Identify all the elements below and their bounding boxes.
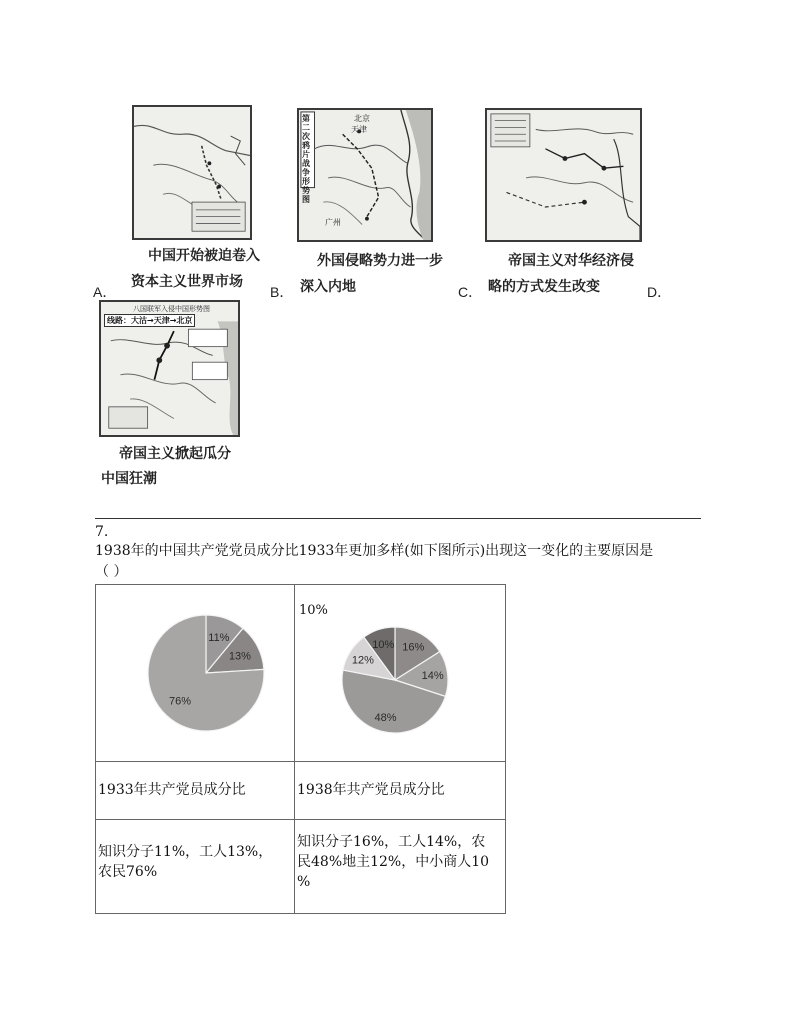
option-b-letter[interactable]: B． xyxy=(270,284,294,300)
section-divider xyxy=(95,518,701,519)
pie-1938-slice-label-3: 12% xyxy=(351,654,374,667)
map-b-city-tianjin: 天津 xyxy=(351,125,367,134)
desc-1938-line1: 知识分子16%，工人14%，农 xyxy=(297,834,486,850)
pie-1933-slice-label-2: 76% xyxy=(168,695,192,708)
option-b-caption-line2: 深入内地 xyxy=(300,279,356,295)
option-b-caption-line1: 外国侵略势力进一步 xyxy=(317,253,443,269)
question-number: 7. xyxy=(95,524,109,540)
desc-1933-line1: 知识分子11%，工人13%， xyxy=(98,844,273,860)
option-c-caption-line2: 略的方式发生改变 xyxy=(488,279,600,295)
map-image-c xyxy=(485,108,642,242)
option-d-caption-line2: 中国狂潮 xyxy=(101,471,157,487)
option-a-letter[interactable]: A． xyxy=(93,284,117,300)
map-image-b xyxy=(297,108,433,242)
cell-desc-1933 xyxy=(96,820,295,914)
option-c-letter[interactable]: C． xyxy=(458,284,483,300)
desc-1938-line2: 民48%地主12%，中小商人10 xyxy=(297,854,490,870)
option-d-letter[interactable]: D． xyxy=(647,284,672,300)
cell-title-1938 xyxy=(295,762,506,820)
pie-1938-slice-label-1: 14% xyxy=(421,670,444,683)
pie-1938-slice-label-4: 10% xyxy=(372,638,395,651)
map-b-city-beijing: 北京 xyxy=(354,114,370,123)
map-b-side-title: 第二次鸦片战争形势图 xyxy=(302,114,310,204)
pie-1938-top-label: 10% xyxy=(299,603,328,618)
option-c-caption-line1: 帝国主义对华经济侵 xyxy=(508,253,634,269)
map-image-d xyxy=(99,300,240,437)
map-image-a xyxy=(132,105,252,240)
answer-blank[interactable]: （ ） xyxy=(95,564,128,580)
cell-desc-1938 xyxy=(295,820,506,914)
desc-1933-line2: 农民76% xyxy=(98,864,158,880)
option-d-caption-line1: 帝国主义掀起瓜分 xyxy=(119,446,231,462)
question-text: 1938年的中国共产党党员成分比1933年更加多样(如下图所示)出现这一变化的主要原因是 xyxy=(95,543,654,559)
title-1938: 1938年共产党员成分比 xyxy=(297,782,445,798)
cell-title-1933 xyxy=(96,762,295,820)
map-d-route: 线路：大沽→天津→北京 xyxy=(104,314,195,327)
map-b-city-guangzhou: 广州 xyxy=(325,218,341,227)
pie-1938-slice-label-2: 48% xyxy=(374,711,397,724)
pie-chart-1933 xyxy=(96,585,294,761)
pie-1938-slice-label-0: 16% xyxy=(402,641,425,654)
cell-pie-1933 xyxy=(96,585,295,762)
pie-1933-slice-label-0: 11% xyxy=(208,632,230,645)
title-1933: 1933年共产党员成分比 xyxy=(98,782,246,798)
option-a-caption-line1: 中国开始被迫卷入 xyxy=(148,248,260,264)
party-composition-table xyxy=(95,584,506,914)
desc-1938-line3: % xyxy=(297,874,311,890)
pie-1933-slice-label-1: 13% xyxy=(228,650,251,663)
map-d-title: 八国联军入侵中国形势图 xyxy=(133,305,210,313)
option-a-caption-line2: 资本主义世界市场 xyxy=(131,274,243,290)
cell-pie-1938 xyxy=(295,585,506,762)
